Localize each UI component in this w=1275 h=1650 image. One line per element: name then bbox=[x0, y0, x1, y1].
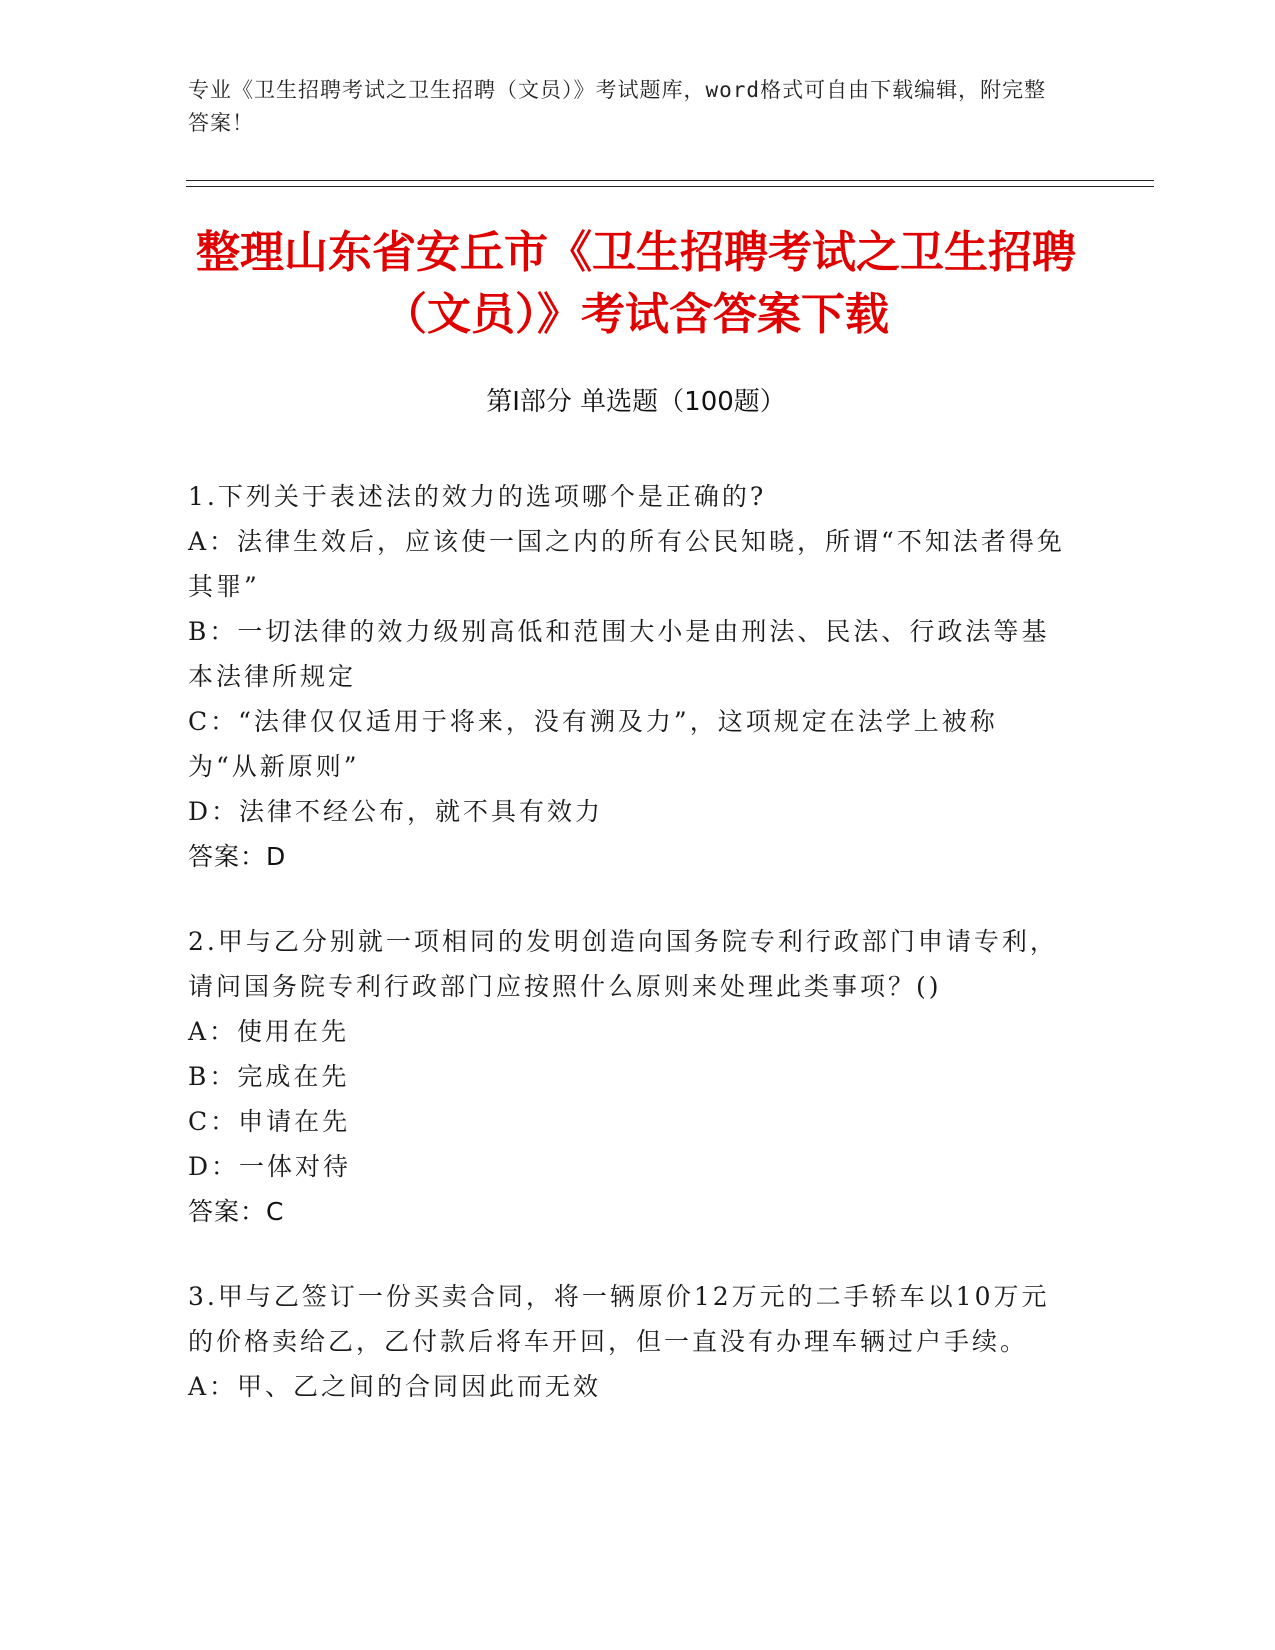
option-c: C：申请在先 bbox=[188, 1107, 351, 1136]
question-1 bbox=[188, 474, 1068, 879]
question-list bbox=[188, 474, 1068, 1449]
question-2 bbox=[188, 919, 1068, 1234]
question-3 bbox=[188, 1274, 1068, 1409]
option-d: D：法律不经公布，就不具有效力 bbox=[188, 797, 604, 826]
header-divider-bottom bbox=[186, 186, 1154, 187]
question-stem: 3.甲与乙签订一份买卖合同，将一辆原价12万元的二手轿车以10万元的价格卖给乙，乙付款后将车开回，但一直没有办理车辆过户手续。 bbox=[188, 1282, 1050, 1356]
option-a: A：使用在先 bbox=[188, 1017, 350, 1046]
question-stem: 1.下列关于表述法的效力的选项哪个是正确的? bbox=[188, 482, 767, 511]
answer-label: 答案：D bbox=[188, 842, 287, 871]
header-divider-top bbox=[186, 180, 1154, 181]
section-title: 第Ⅰ部分 单选题（100题） bbox=[486, 387, 786, 417]
option-b: B：完成在先 bbox=[188, 1062, 350, 1091]
answer-label: 答案：C bbox=[188, 1197, 285, 1226]
option-a: A：法律生效后，应该使一国之内的所有公民知晓，所谓“不知法者得免其罪” bbox=[188, 527, 1065, 601]
option-b: B：一切法律的效力级别高低和范围大小是由刑法、民法、行政法等基本法律所规定 bbox=[188, 617, 1050, 691]
option-a: A：甲、乙之间的合同因此而无效 bbox=[188, 1372, 602, 1401]
option-c: C：“法律仅仅适用于将来，没有溯及力”，这项规定在法学上被称为“从新原则” bbox=[188, 707, 998, 781]
document-title: 整理山东省安丘市《卫生招聘考试之卫生招聘（文员）》考试含答案下载 bbox=[196, 227, 1076, 340]
question-stem: 2.甲与乙分别就一项相同的发明创造向国务院专利行政部门申请专利，请问国务院专利行政部门应按照什么原则来处理此类事项？() bbox=[188, 927, 1058, 1001]
header-note: 专业《卫生招聘考试之卫生招聘（文员）》考试题库，word格式可自由下载编辑，附完整答案！ bbox=[188, 78, 1047, 135]
option-d: D：一体对待 bbox=[188, 1152, 352, 1181]
